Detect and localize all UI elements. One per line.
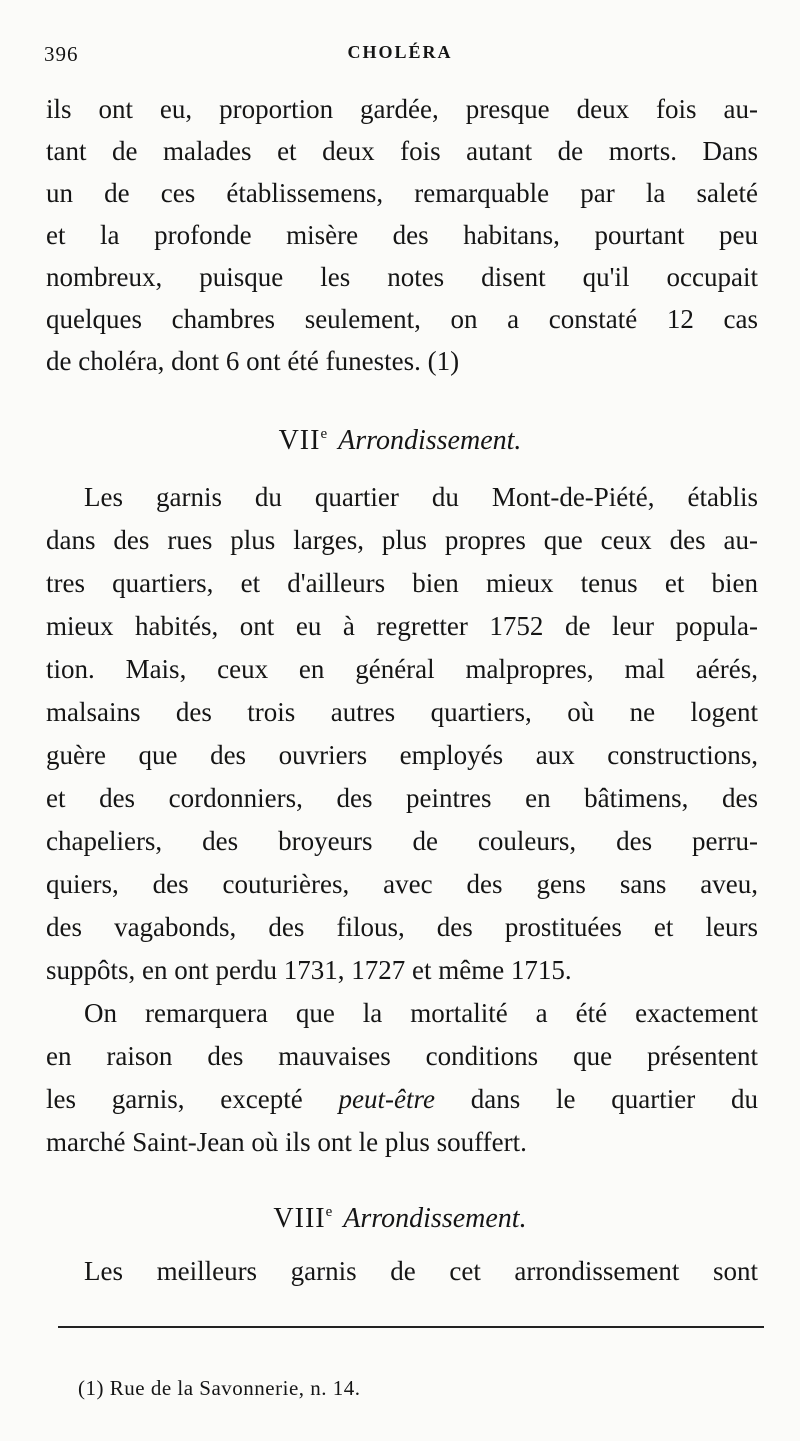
italic-text: peut-être <box>338 1084 435 1114</box>
running-title: CHOLÉRA <box>347 42 453 62</box>
text-line: tant de malades et deux fois autant de morts. Dans <box>46 136 758 166</box>
footnote-rule <box>58 1326 764 1328</box>
page-number: 396 <box>44 42 79 66</box>
footnote: (1) Rue de la Savonnerie, n. 14. <box>78 1376 361 1400</box>
heading-numeral: VII <box>278 425 321 456</box>
text-segment: dans le quartier du <box>434 1084 758 1114</box>
text-line: guère que des ouvriers employés aux constructions, <box>46 740 758 770</box>
text-line: malsains des trois autres quartiers, où ne logent <box>46 697 758 727</box>
text-line: nombreux, puisque les notes disent qu'il occupait <box>46 262 758 292</box>
heading-superscript: e <box>325 1204 333 1220</box>
text-line: quelques chambres seulement, on a constaté 12 cas <box>46 304 758 334</box>
text-segment: les garnis, excepté <box>46 1084 339 1114</box>
text-line-with-italic <box>46 1082 758 1116</box>
text-line: On remarquera que la mortalité a été exactement <box>84 998 758 1028</box>
text-line: mieux habités, ont eu à regretter 1752 de leur popula- <box>46 611 758 641</box>
text-line: tres quartiers, et d'ailleurs bien mieux tenus et bien <box>46 568 758 598</box>
heading-title: Arrondissement. <box>338 425 522 456</box>
text-line: de choléra, dont 6 ont été funestes. (1) <box>46 346 460 376</box>
text-line: quiers, des couturières, avec des gens sans aveu, <box>46 869 758 899</box>
heading-superscript: e <box>320 426 328 442</box>
text-line: marché Saint-Jean où ils ont le plus souffert. <box>46 1127 527 1157</box>
text-line: tion. Mais, ceux en général malpropres, mal aérés, <box>46 654 758 684</box>
section-heading-vii <box>0 416 800 459</box>
text-line: et la profonde misère des habitans, pourtant peu <box>46 220 758 250</box>
heading-title: Arrondissement. <box>343 1203 527 1234</box>
text-line: Les garnis du quartier du Mont-de-Piété, établis <box>84 482 758 512</box>
section-heading-viii <box>0 1194 800 1237</box>
text-line: dans des rues plus larges, plus propres que ceux des au- <box>46 525 758 555</box>
text-line: ils ont eu, proportion gardée, presque deux fois au- <box>46 94 758 124</box>
text-line: Les meilleurs garnis de cet arrondissement sont <box>84 1256 758 1286</box>
text-line: un de ces établissemens, remarquable par la saleté <box>46 178 758 208</box>
text-line: des vagabonds, des filous, des prostituées et leurs <box>46 912 758 942</box>
heading-numeral: VIII <box>273 1203 326 1234</box>
text-line: chapeliers, des broyeurs de couleurs, des perru- <box>46 826 758 856</box>
text-line: suppôts, en ont perdu 1731, 1727 et même 1715. <box>46 955 572 985</box>
text-line: en raison des mauvaises conditions que présentent <box>46 1041 758 1071</box>
text-line: et des cordonniers, des peintres en bâtimens, des <box>46 783 758 813</box>
